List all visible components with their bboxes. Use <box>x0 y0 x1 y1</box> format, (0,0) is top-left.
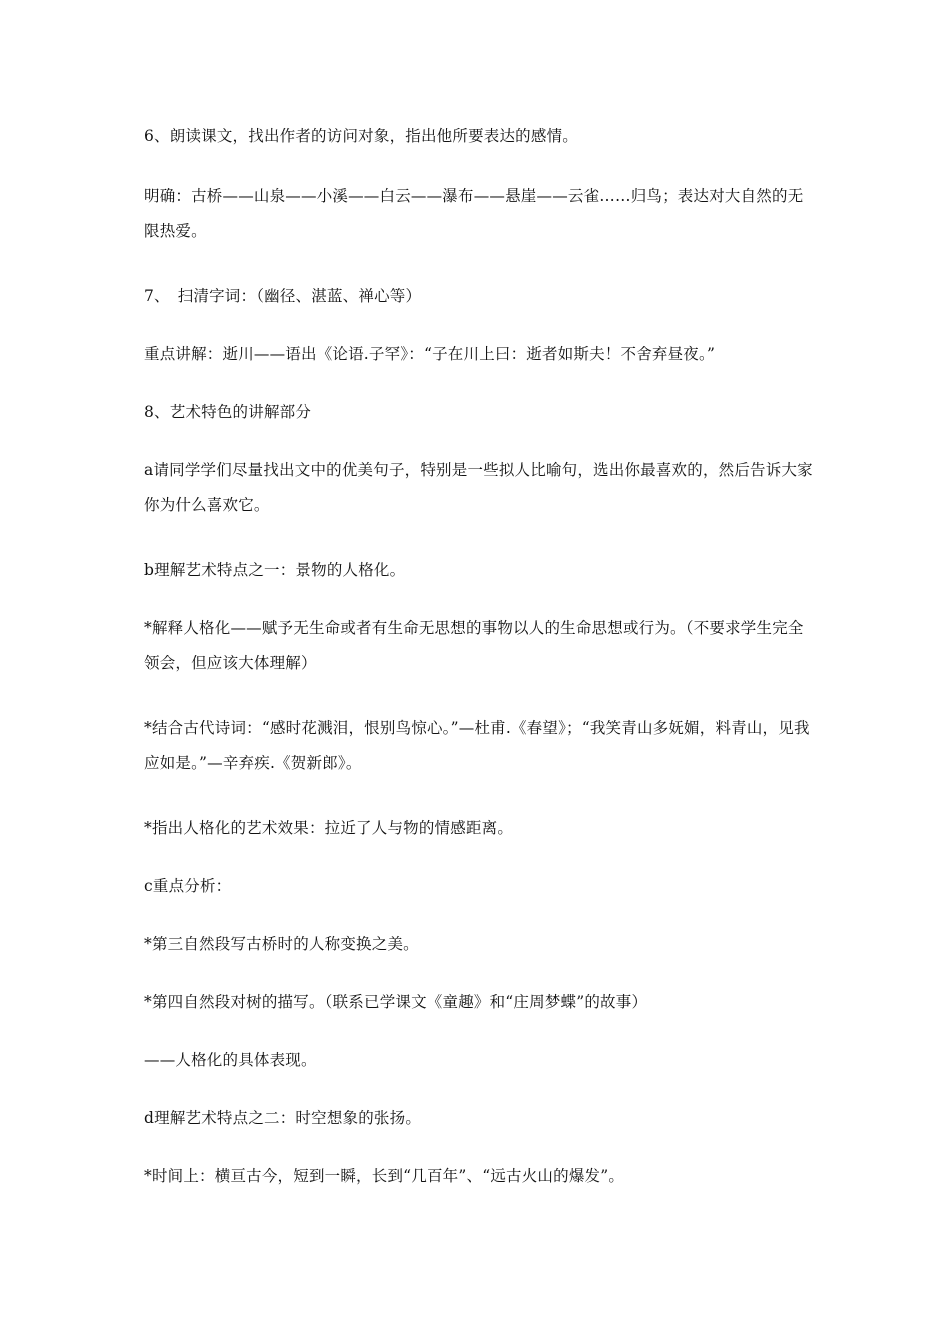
paragraph-6-answer: 明确：古桥——山泉——小溪——白云——瀑布——悬崖——云雀……归鸟；表达对大自然的无限热爱。 <box>144 187 804 240</box>
paragraph-classical-poems: *结合古代诗词：“感时花溅泪，恨别鸟惊心。”—杜甫.《春望》；“我笑青山多妩媚，料青山，见我应如是。”—辛弃疾.《贺新郎》。 <box>144 719 810 772</box>
paragraph-third-section: *第三自然段写古桥时的人称变换之美。 <box>144 935 419 953</box>
paragraph-fourth-section: *第四自然段对树的描写。（联系已学课文《童趣》和“庄周梦蝶”的故事） <box>144 993 648 1011</box>
paragraph-6-heading: 6、朗读课文，找出作者的访问对象，指出他所要表达的感情。 <box>144 127 578 145</box>
paragraph-7-explanation: 重点讲解：逝川——语出《论语.子罕》：“子在川上曰：逝者如斯夫！不舍弃昼夜。” <box>144 345 716 363</box>
paragraph-8d: d理解艺术特点之二：时空想象的张扬。 <box>144 1109 422 1127</box>
paragraph-artistic-effect: *指出人格化的艺术效果：拉近了人与物的情感距离。 <box>144 819 514 837</box>
paragraph-personification-expression: ——人格化的具体表现。 <box>144 1051 317 1069</box>
paragraph-time-dimension: *时间上：横亘古今，短到一瞬，长到“几百年”、“远古火山的爆发”。 <box>144 1167 625 1185</box>
paragraph-7-heading: 7、 扫清字词：（幽径、湛蓝、禅心等） <box>144 287 422 305</box>
paragraph-8-heading: 8、艺术特色的讲解部分 <box>144 403 312 421</box>
paragraph-8b: b理解艺术特点之一：景物的人格化。 <box>144 561 406 579</box>
paragraph-8c: c重点分析： <box>144 877 232 895</box>
paragraph-8a: a请同学学们尽量找出文中的优美句子，特别是一些拟人比喻句，选出你最喜欢的，然后告诉大家你为什么喜欢它。 <box>144 461 813 514</box>
paragraph-personification-definition: *解释人格化——赋予无生命或者有生命无思想的事物以人的生命思想或行为。（不要求学生完全领会，但应该大体理解） <box>144 619 804 672</box>
